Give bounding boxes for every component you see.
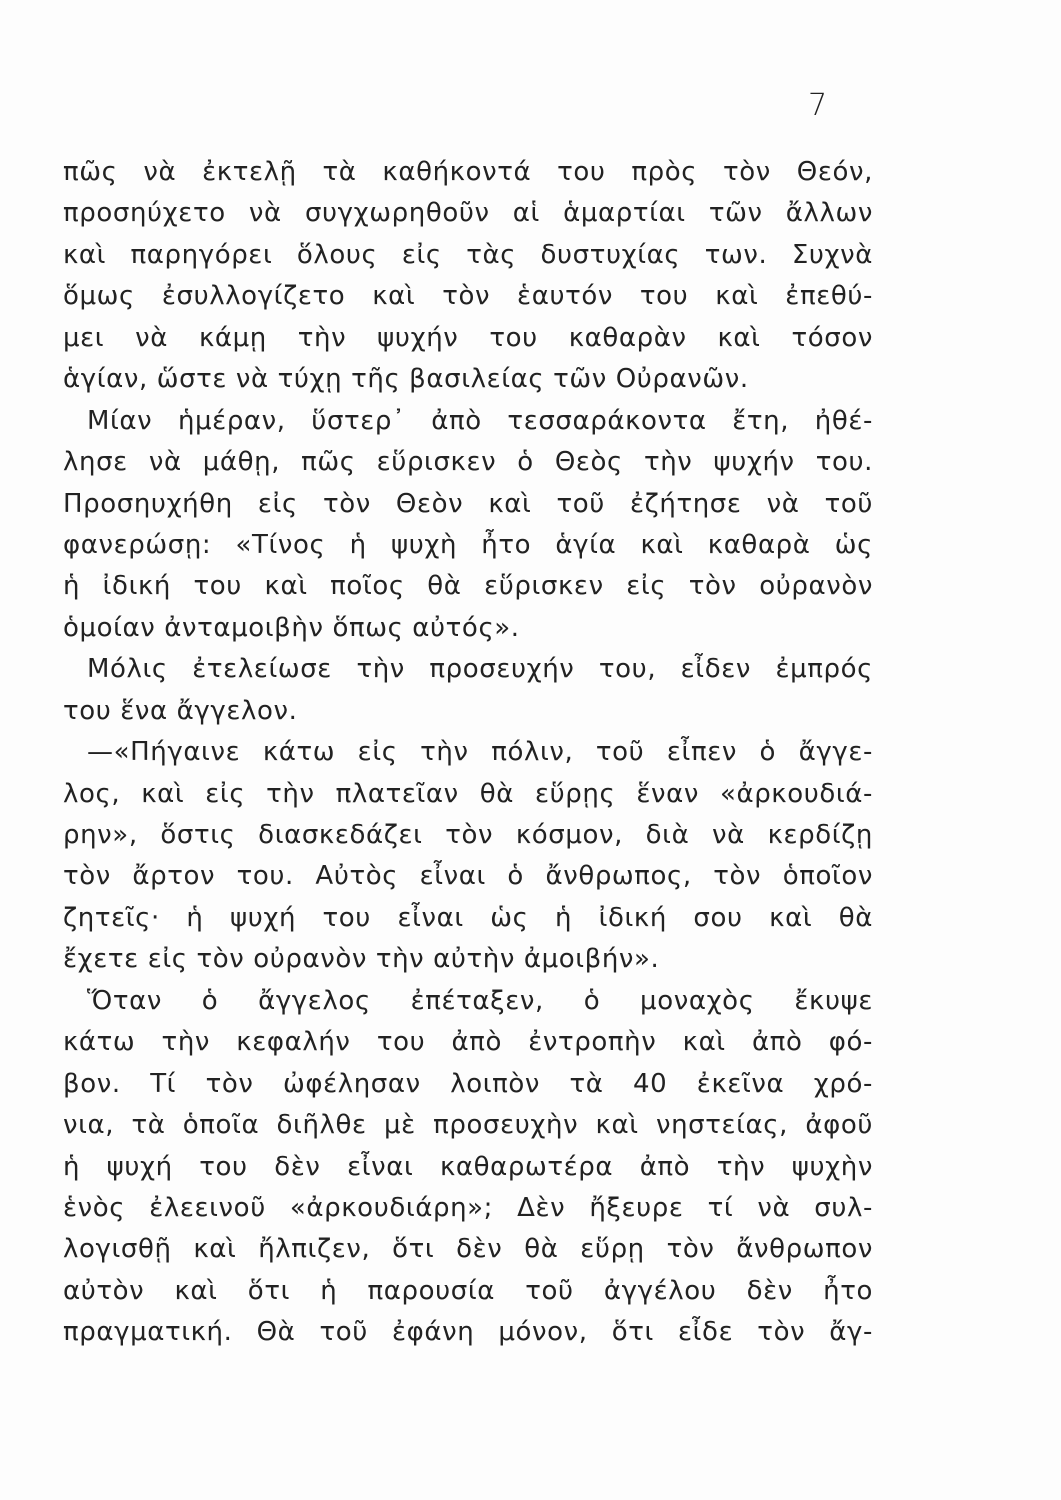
text-line: του ἕνα ἄγγελον. <box>63 695 298 726</box>
text-line: Προσηυχήθη εἰς τὸν Θεὸν καὶ τοῦ ἐζήτησε νὰ τοῦ <box>63 488 873 519</box>
text-line: τὸν ἄρτον του. Αὐτὸς εἶναι ὁ ἄνθρωπος, τὸν ὁποῖον <box>63 861 873 892</box>
text-line: κάτω τὴν κεφαλήν του ἀπὸ ἐντροπὴν καὶ ἀπὸ φό- <box>63 1027 873 1058</box>
text-line: πῶς νὰ ἐκτελῇ τὰ καθήκοντά του πρὸς τὸν Θεόν, <box>63 157 873 187</box>
text-line: ἑνὸς ἐλεεινοῦ «ἀρκουδιάρη»; Δὲν ἤξευρε τί νὰ συλ- <box>63 1192 873 1223</box>
text-line: ἁγίαν, ὥστε νὰ τύχῃ τῆς βασιλείας τῶν Οὐρανῶν. <box>63 364 749 395</box>
text-line: ὅμως ἐσυλλογίζετο καὶ τὸν ἑαυτόν του καὶ ἐπεθύ- <box>63 281 873 312</box>
text-line: λησε νὰ μάθῃ, πῶς εὕρισκεν ὁ Θεὸς τὴν ψυχήν του. <box>63 447 873 478</box>
text-line: βον. Τί τὸν ὠφέλησαν λοιπὸν τὰ 40 ἐκεῖνα χρό- <box>63 1068 873 1099</box>
text-line: ἔχετε εἰς τὸν οὐρανὸν τὴν αὐτὴν ἀμοιβήν». <box>63 944 660 975</box>
text-line: φανερώσῃ: «Τίνος ἡ ψυχὴ ἦτο ἁγία καὶ καθαρὰ ὡς <box>63 529 873 560</box>
text-line: ρην», ὅστις διασκεδάζει τὸν κόσμον, διὰ νὰ κερδίζῃ <box>63 820 873 850</box>
text-line: μει νὰ κάμῃ τὴν ψυχήν του καθαρὰν καὶ τόσον <box>63 322 873 353</box>
text-line: ζητεῖς· ἡ ψυχή του εἶναι ὡς ἡ ἰδική σου καὶ θὰ <box>63 902 873 933</box>
text-line: Ὅταν ὁ ἄγγελος ἐπέταξεν, ὁ μοναχὸς ἔκυψε <box>87 985 873 1016</box>
text-line: καὶ παρηγόρει ὅλους εἰς τὰς δυστυχίας των. Συχνὰ <box>63 239 873 270</box>
text-line: Μίαν ἡμέραν, ὕστερ᾽ ἀπὸ τεσσαράκοντα ἔτη, ἠθέ- <box>87 405 873 436</box>
text-line: λος, καὶ εἰς τὴν πλατεῖαν θὰ εὕρῃς ἕναν «ἀρκουδιά- <box>63 778 873 809</box>
text-line: λογισθῇ καὶ ἤλπιζεν, ὅτι δὲν θὰ εὕρῃ τὸν ἄνθρωπον <box>63 1234 873 1265</box>
text-line: ἡ ἰδική του καὶ ποῖος θὰ εὕρισκεν εἰς τὸν οὐρανὸν <box>63 571 873 602</box>
text-line: ἡ ψυχή του δὲν εἶναι καθαρωτέρα ἀπὸ τὴν ψυχὴν <box>63 1151 873 1182</box>
text-line: ὁμοίαν ἀνταμοιβὴν ὅπως αὐτός». <box>63 612 520 643</box>
page-number: 7 <box>808 88 828 123</box>
text-line: αὐτὸν καὶ ὅτι ἡ παρουσία τοῦ ἀγγέλου δὲν ἦτο <box>63 1275 873 1306</box>
body-text <box>63 152 873 1354</box>
text-line: —«Πήγαινε κάτω εἰς τὴν πόλιν, τοῦ εἶπεν ὁ ἄγγε- <box>87 737 873 768</box>
text-line: πραγματική. Θὰ τοῦ ἐφάνη μόνον, ὅτι εἶδε τὸν ἄγ- <box>63 1317 873 1348</box>
text-line: προσηύχετο νὰ συγχωρηθοῦν αἱ ἁμαρτίαι τῶν ἄλλων <box>63 198 873 229</box>
text-line: Μόλις ἐτελείωσε τὴν προσευχήν του, εἶδεν ἐμπρός <box>87 654 873 685</box>
text-line: νια, τὰ ὁποῖα διῆλθε μὲ προσευχὴν καὶ νηστείας, ἀφοῦ <box>63 1110 873 1141</box>
